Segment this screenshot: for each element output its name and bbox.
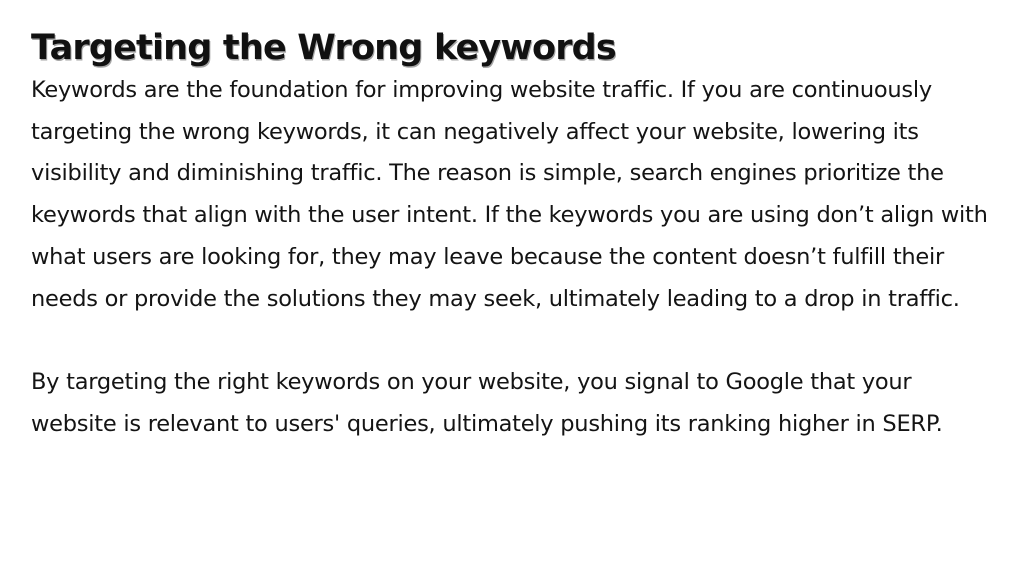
body-paragraph-2: By targeting the right keywords on your website, you signal to Google that your website is relevant to users' queries, ultimately pushing its ranking higher in SERP. xyxy=(31,368,943,437)
body-paragraph-1: Keywords are the foundation for improving website traffic. If you are continuously targeting the wrong keywords, it can negatively affect your website, lowering its visibility and diminishing traffic. The reason is simple, search engines prioritize the keywords that align with the user intent. If the keywords you are using don’t align with what users are looking for, they may leave because the content doesn’t fulfill their needs or provide the solutions they may seek, ultimately leading to a drop in traffic. xyxy=(31,77,988,312)
slide-title: Targeting the Wrong keywords xyxy=(31,28,616,68)
slide-content xyxy=(31,26,991,445)
